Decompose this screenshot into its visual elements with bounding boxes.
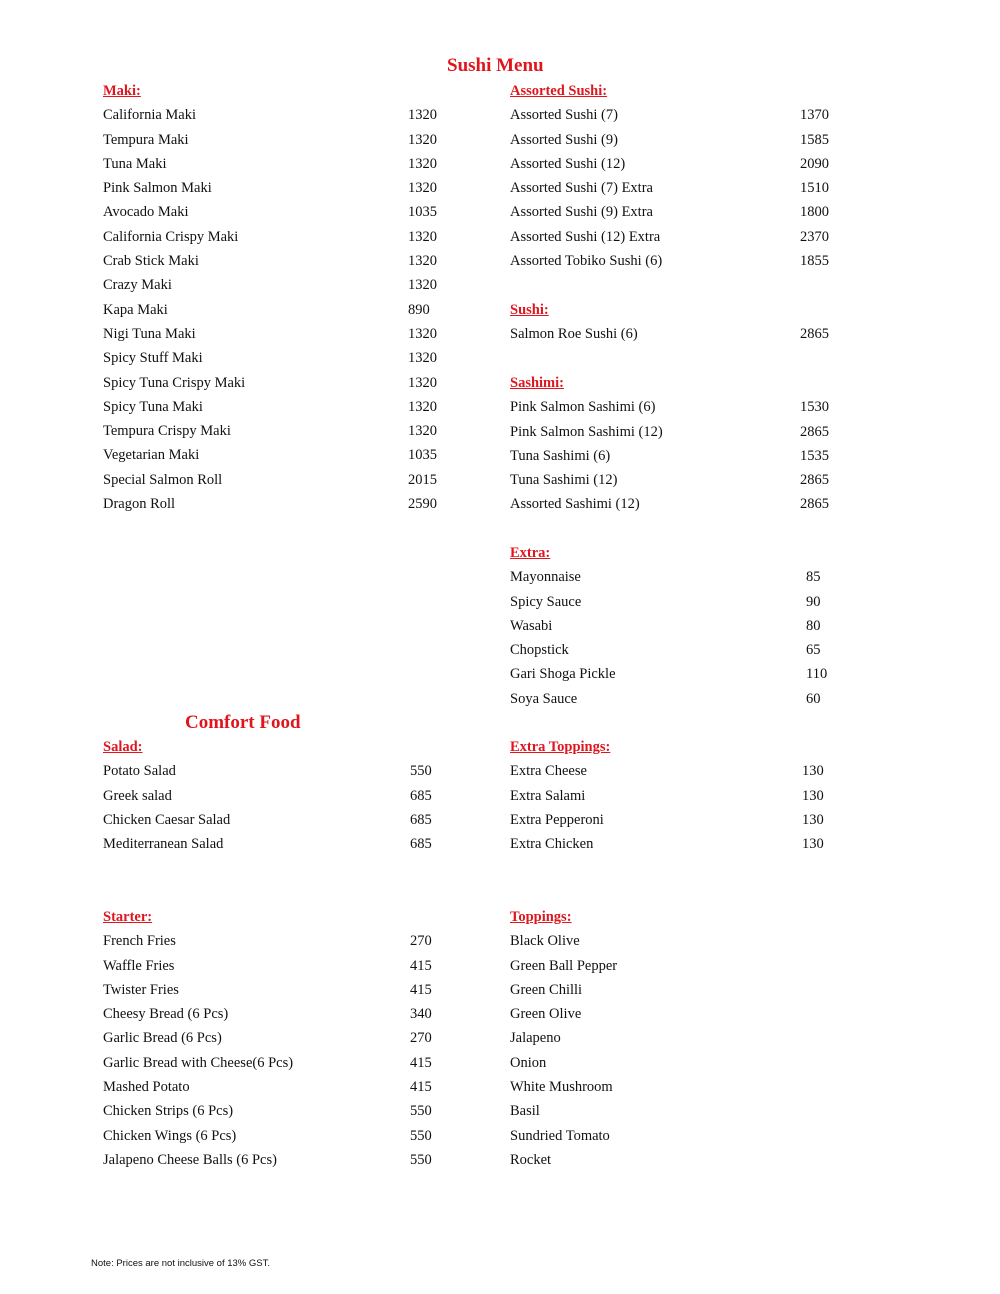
menu-item — [103, 371, 448, 395]
menu-item — [510, 832, 840, 856]
menu-item-price: 1320 — [408, 398, 437, 415]
menu-item-name: Potato Salad — [103, 763, 176, 780]
menu-item-name: Dragon Roll — [103, 496, 176, 513]
comfort-food-title: Comfort Food — [185, 712, 301, 733]
menu-item — [103, 808, 448, 832]
menu-item-price: 2865 — [800, 496, 829, 513]
menu-item-price: 550 — [410, 1127, 432, 1144]
menu-item — [103, 1075, 448, 1099]
menu-item — [103, 929, 448, 953]
menu-item — [103, 419, 448, 443]
menu-item-price: 550 — [410, 1151, 432, 1168]
menu-item-name: Green Olive — [510, 1006, 582, 1023]
menu-item-name: Assorted Tobiko Sushi (6) — [510, 253, 663, 270]
menu-item — [510, 1099, 840, 1123]
menu-item-name: Chicken Strips (6 Pcs) — [103, 1103, 234, 1120]
menu-item-price: 1530 — [800, 399, 829, 416]
menu-item-name: Chicken Wings (6 Pcs) — [103, 1127, 237, 1144]
menu-item-price: 2015 — [408, 471, 437, 488]
section-heading: Sashimi: — [510, 375, 564, 391]
sushi-menu-title: Sushi Menu — [447, 55, 544, 76]
section-heading: Extra: — [510, 545, 551, 561]
menu-item-name: Spicy Stuff Maki — [103, 350, 203, 367]
menu-item — [103, 152, 448, 176]
menu-item-price: 130 — [802, 811, 824, 828]
menu-item — [510, 954, 840, 978]
menu-item-name: Rocket — [510, 1151, 552, 1168]
menu-item — [103, 832, 448, 856]
menu-item-name: Spicy Sauce — [510, 593, 582, 610]
menu-item-name: Mashed Potato — [103, 1079, 190, 1096]
menu-item-price: 1320 — [408, 180, 437, 197]
menu-item — [510, 590, 840, 614]
menu-item — [103, 103, 448, 127]
menu-item — [510, 614, 840, 638]
menu-item-price: 1800 — [800, 204, 829, 221]
menu-item-name: Gari Shoga Pickle — [510, 666, 616, 683]
menu-item-name: Spicy Tuna Maki — [103, 398, 203, 415]
menu-item-name: Basil — [510, 1103, 540, 1120]
menu-item — [510, 784, 840, 808]
menu-item-name: Crab Stick Maki — [103, 253, 199, 270]
menu-item — [510, 128, 840, 152]
menu-item-price: 685 — [410, 836, 432, 853]
menu-item-price: 130 — [802, 763, 824, 780]
menu-item — [510, 152, 840, 176]
section-heading: Sushi: — [510, 302, 549, 318]
menu-item — [510, 1051, 840, 1075]
menu-item-price: 2865 — [800, 472, 829, 489]
section-heading: Extra Toppings: — [510, 739, 611, 755]
menu-item-price: 550 — [410, 763, 432, 780]
menu-item — [510, 759, 840, 783]
menu-item — [103, 492, 448, 516]
menu-item-name: California Crispy Maki — [103, 228, 239, 245]
menu-item-name: French Fries — [103, 933, 176, 950]
menu-item-name: Pink Salmon Maki — [103, 180, 212, 197]
menu-item-price: 1035 — [408, 447, 437, 464]
menu-item — [510, 444, 840, 468]
menu-item-name: Crazy Maki — [103, 277, 172, 294]
section-extra-toppings — [510, 735, 840, 856]
section-toppings — [510, 905, 840, 1172]
menu-item — [103, 298, 448, 322]
menu-item — [510, 225, 840, 249]
menu-item — [510, 249, 840, 273]
menu-item — [103, 978, 448, 1002]
menu-item — [510, 565, 840, 589]
menu-item-name: Jalapeno — [510, 1030, 561, 1047]
menu-item-name: Avocado Maki — [103, 204, 189, 221]
menu-item-name: Tuna Sashimi (6) — [510, 447, 611, 464]
menu-item-price: 85 — [806, 569, 821, 586]
menu-item-name: Wasabi — [510, 617, 553, 634]
menu-item — [510, 468, 840, 492]
menu-item-price: 110 — [806, 666, 828, 683]
menu-item — [103, 322, 448, 346]
menu-item-name: Salmon Roe Sushi (6) — [510, 326, 638, 343]
menu-item-name: Tuna Maki — [103, 155, 167, 172]
menu-item — [103, 225, 448, 249]
menu-item-name: Cheesy Bread (6 Pcs) — [103, 1006, 229, 1023]
menu-item-name: Greek salad — [103, 787, 172, 804]
section-sushi — [510, 298, 840, 347]
menu-item-price: 1320 — [408, 374, 437, 391]
menu-item-name: Kapa Maki — [103, 301, 168, 318]
menu-item — [510, 1124, 840, 1148]
menu-item — [510, 1002, 840, 1026]
menu-item — [510, 1075, 840, 1099]
menu-item — [510, 662, 840, 686]
section-extra — [510, 541, 840, 711]
menu-item-price: 1855 — [800, 253, 829, 270]
menu-item-price: 1320 — [408, 423, 437, 440]
menu-item-price: 1585 — [800, 131, 829, 148]
menu-item — [103, 954, 448, 978]
menu-item-price: 270 — [410, 1030, 432, 1047]
menu-item-name: Assorted Sushi (12) — [510, 155, 626, 172]
menu-item-name: Garlic Bread with Cheese(6 Pcs) — [103, 1054, 294, 1071]
menu-item-name: Assorted Sashimi (12) — [510, 496, 640, 513]
menu-item-name: Mayonnaise — [510, 569, 581, 586]
menu-item — [510, 322, 840, 346]
menu-item-price: 1320 — [408, 155, 437, 172]
menu-item-name: Tuna Sashimi (12) — [510, 472, 618, 489]
menu-item — [510, 1026, 840, 1050]
menu-item-price: 415 — [410, 981, 432, 998]
menu-item-name: Extra Pepperoni — [510, 811, 604, 828]
menu-item — [510, 395, 840, 419]
menu-item-name: Extra Chicken — [510, 836, 594, 853]
menu-item-name: Mediterranean Salad — [103, 836, 224, 853]
menu-item-name: Special Salmon Roll — [103, 471, 223, 488]
menu-item-price: 415 — [410, 1054, 432, 1071]
menu-item-price: 1320 — [408, 325, 437, 342]
menu-item-name: Tempura Crispy Maki — [103, 423, 231, 440]
menu-item-name: Tempura Maki — [103, 131, 189, 148]
menu-item — [510, 1148, 840, 1172]
menu-item-price: 65 — [806, 642, 821, 659]
menu-item-price: 685 — [410, 787, 432, 804]
section-heading: Maki: — [103, 83, 141, 99]
menu-item-price: 1320 — [408, 131, 437, 148]
menu-item-price: 2590 — [408, 496, 437, 513]
menu-item — [103, 443, 448, 467]
menu-item-price: 415 — [410, 957, 432, 974]
menu-item — [103, 1148, 448, 1172]
menu-item — [510, 200, 840, 224]
menu-item-price: 2370 — [800, 228, 829, 245]
menu-item-price: 270 — [410, 933, 432, 950]
menu-item-price: 130 — [802, 836, 824, 853]
section-starter — [103, 905, 448, 1172]
menu-item — [103, 249, 448, 273]
menu-item-name: Assorted Sushi (9) — [510, 131, 618, 148]
menu-item-name: Vegetarian Maki — [103, 447, 200, 464]
menu-item-name: Onion — [510, 1054, 547, 1071]
menu-item — [103, 468, 448, 492]
menu-item — [103, 346, 448, 370]
menu-item-name: Pink Salmon Sashimi (6) — [510, 399, 656, 416]
gst-note: Note: Prices are not inclusive of 13% GST. — [91, 1258, 270, 1269]
menu-item-price: 415 — [410, 1079, 432, 1096]
section-assorted-sushi — [510, 79, 840, 273]
menu-item — [510, 492, 840, 516]
section-maki — [103, 79, 448, 516]
menu-item-name: Assorted Sushi (9) Extra — [510, 204, 653, 221]
menu-item — [103, 273, 448, 297]
menu-item-price: 80 — [806, 617, 821, 634]
menu-item-price: 1370 — [800, 107, 829, 124]
menu-item-price: 1035 — [408, 204, 437, 221]
menu-item-name: Green Ball Pepper — [510, 957, 618, 974]
menu-item — [103, 176, 448, 200]
menu-item — [103, 784, 448, 808]
section-heading: Starter: — [103, 909, 153, 925]
menu-item-name: Black Olive — [510, 933, 580, 950]
menu-item — [510, 687, 840, 711]
menu-item-price: 90 — [806, 593, 821, 610]
menu-item — [510, 638, 840, 662]
menu-item — [103, 128, 448, 152]
menu-item — [510, 103, 840, 127]
menu-item-price: 1320 — [408, 107, 437, 124]
menu-item-name: Chicken Caesar Salad — [103, 811, 231, 828]
menu-item — [103, 1051, 448, 1075]
menu-item — [103, 759, 448, 783]
menu-item-name: Nigi Tuna Maki — [103, 325, 196, 342]
menu-item-price: 60 — [806, 690, 821, 707]
menu-item — [510, 929, 840, 953]
menu-item-name: Waffle Fries — [103, 957, 175, 974]
menu-item — [510, 176, 840, 200]
menu-item-price: 2865 — [800, 326, 829, 343]
menu-item-name: Assorted Sushi (12) Extra — [510, 228, 661, 245]
menu-item-name: Extra Cheese — [510, 763, 587, 780]
menu-item — [103, 1002, 448, 1026]
menu-item-price: 685 — [410, 811, 432, 828]
menu-item-price: 550 — [410, 1103, 432, 1120]
menu-item-name: Twister Fries — [103, 981, 179, 998]
menu-item-price: 1535 — [800, 447, 829, 464]
menu-item-name: Assorted Sushi (7) Extra — [510, 180, 653, 197]
menu-item-price: 890 — [408, 301, 430, 318]
menu-item-name: Soya Sauce — [510, 690, 578, 707]
menu-item — [103, 200, 448, 224]
menu-item — [103, 1026, 448, 1050]
menu-item-name: Sundried Tomato — [510, 1127, 610, 1144]
menu-item — [510, 808, 840, 832]
menu-item-name: California Maki — [103, 107, 197, 124]
menu-item — [510, 420, 840, 444]
menu-item-name: Jalapeno Cheese Balls (6 Pcs) — [103, 1151, 277, 1168]
menu-item-name: Pink Salmon Sashimi (12) — [510, 423, 663, 440]
section-sashimi — [510, 371, 840, 517]
section-salad — [103, 735, 448, 856]
menu-item — [103, 395, 448, 419]
menu-item-name: Chopstick — [510, 642, 569, 659]
menu-item — [103, 1124, 448, 1148]
menu-item-name: White Mushroom — [510, 1079, 613, 1096]
menu-item-price: 2865 — [800, 423, 829, 440]
menu-item-name: Spicy Tuna Crispy Maki — [103, 374, 246, 391]
menu-item-name: Extra Salami — [510, 787, 586, 804]
menu-item-name: Assorted Sushi (7) — [510, 107, 618, 124]
section-heading: Assorted Sushi: — [510, 83, 608, 99]
menu-item — [510, 978, 840, 1002]
menu-item-price: 1510 — [800, 180, 829, 197]
menu-item-price: 1320 — [408, 350, 437, 367]
menu-item — [103, 1099, 448, 1123]
section-heading: Salad: — [103, 739, 143, 755]
menu-item-price: 1320 — [408, 277, 437, 294]
menu-item-name: Green Chilli — [510, 981, 583, 998]
section-heading: Toppings: — [510, 909, 572, 925]
menu-item-name: Garlic Bread (6 Pcs) — [103, 1030, 222, 1047]
menu-item-price: 130 — [802, 787, 824, 804]
menu-item-price: 2090 — [800, 155, 829, 172]
menu-item-price: 1320 — [408, 228, 437, 245]
menu-item-price: 1320 — [408, 253, 437, 270]
menu-item-price: 340 — [410, 1006, 432, 1023]
